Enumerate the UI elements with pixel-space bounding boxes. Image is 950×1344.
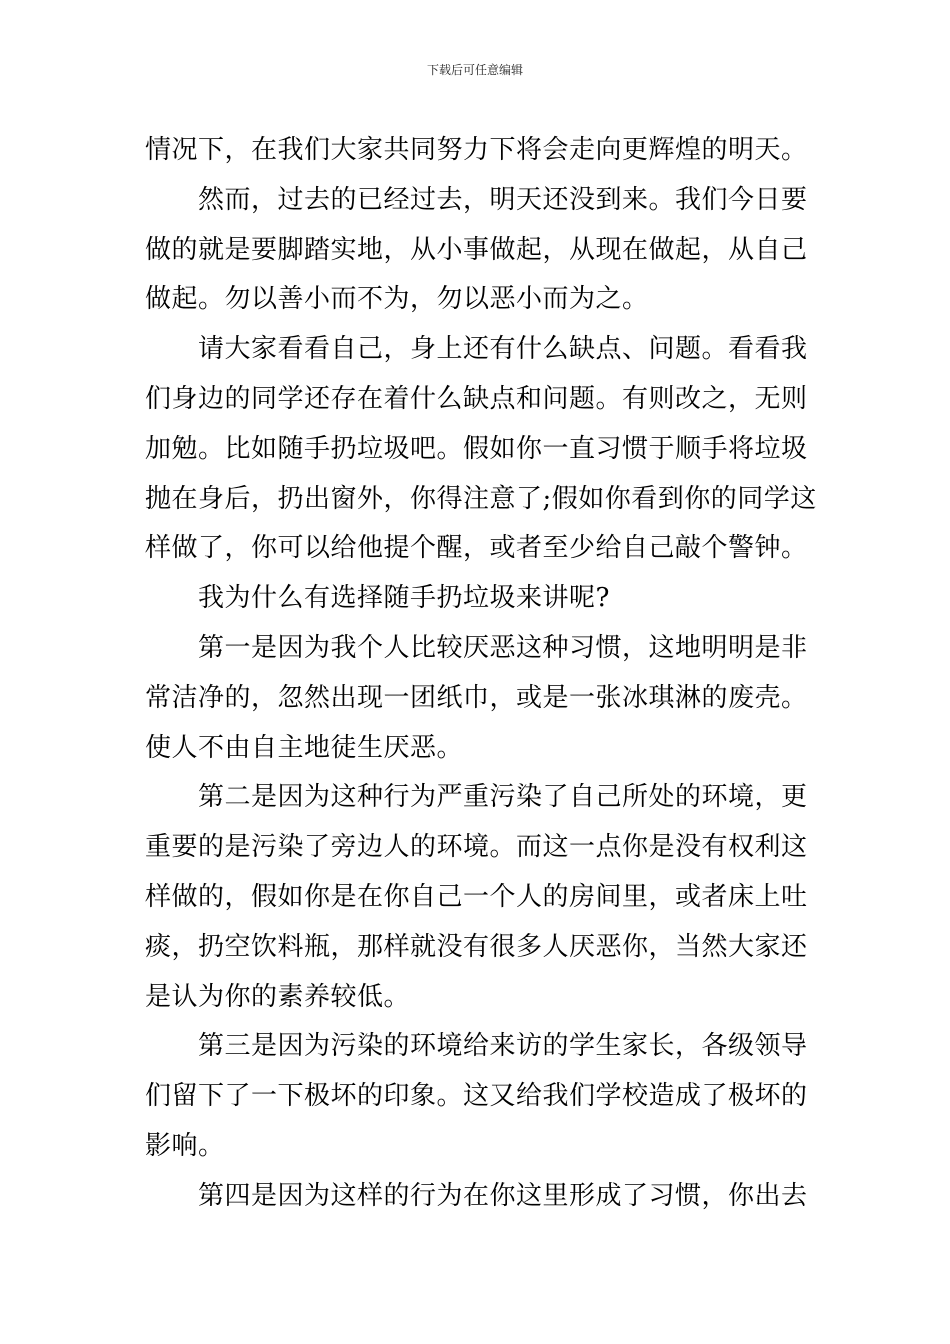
text-line: 第一是因为我个人比较厌恶这种习惯，这地明明是非: [198, 632, 808, 663]
text-line: 样做的，假如你是在你自己一个人的房间里，或者床上吐: [145, 881, 808, 912]
text-line: 们身边的同学还存在着什么缺点和问题。有则改之，无则: [145, 383, 808, 414]
text-line: 常洁净的，忽然出现一团纸巾，或是一张冰琪淋的废壳。: [145, 682, 808, 713]
text-line: 抛在身后，扔出窗外，你得注意了;假如你看到你的同学这: [145, 483, 817, 514]
text-line: 做的就是要脚踏实地，从小事做起，从现在做起，从自己: [145, 234, 808, 265]
text-line: 情况下，在我们大家共同努力下将会走向更辉煌的明天。: [145, 135, 808, 165]
page-header: 下载后可任意编辑: [426, 63, 523, 77]
text-line: 使人不由自主地徒生厌恶。: [145, 732, 464, 763]
text-line: 第三是因为污染的环境给来访的学生家长，各级领导: [198, 1031, 808, 1062]
text-line: 做起。勿以善小而不为，勿以恶小而为之。: [145, 284, 649, 315]
text-line: 痰，扔空饮料瓶，那样就没有很多人厌恶你，当然大家还: [145, 931, 808, 962]
text-line: 加勉。比如随手扔垃圾吧。假如你一直习惯于顺手将垃圾: [145, 433, 808, 464]
text-line: 然而，过去的已经过去，明天还没到来。我们今日要: [198, 184, 808, 215]
text-line: 请大家看看自己，身上还有什么缺点、问题。看看我: [198, 334, 808, 365]
text-line: 第四是因为这样的行为在你这里形成了习惯，你出去: [198, 1180, 808, 1211]
text-line: 样做了，你可以给他提个醒，或者至少给自己敲个警钟。: [145, 533, 808, 564]
text-line: 第二是因为这种行为严重污染了自己所处的环境，更: [198, 782, 808, 813]
text-line: 影响。: [145, 1130, 225, 1161]
text-line: 们留下了一下极坏的印象。这又给我们学校造成了极坏的: [145, 1081, 808, 1112]
document-body: [145, 126, 817, 1222]
text-line: 是认为你的素养较低。: [145, 981, 411, 1012]
text-line: 重要的是污染了旁边人的环境。而这一点你是没有权利这: [145, 832, 808, 863]
text-line: 我为什么有选择随手扔垃圾来讲呢?: [198, 583, 610, 614]
